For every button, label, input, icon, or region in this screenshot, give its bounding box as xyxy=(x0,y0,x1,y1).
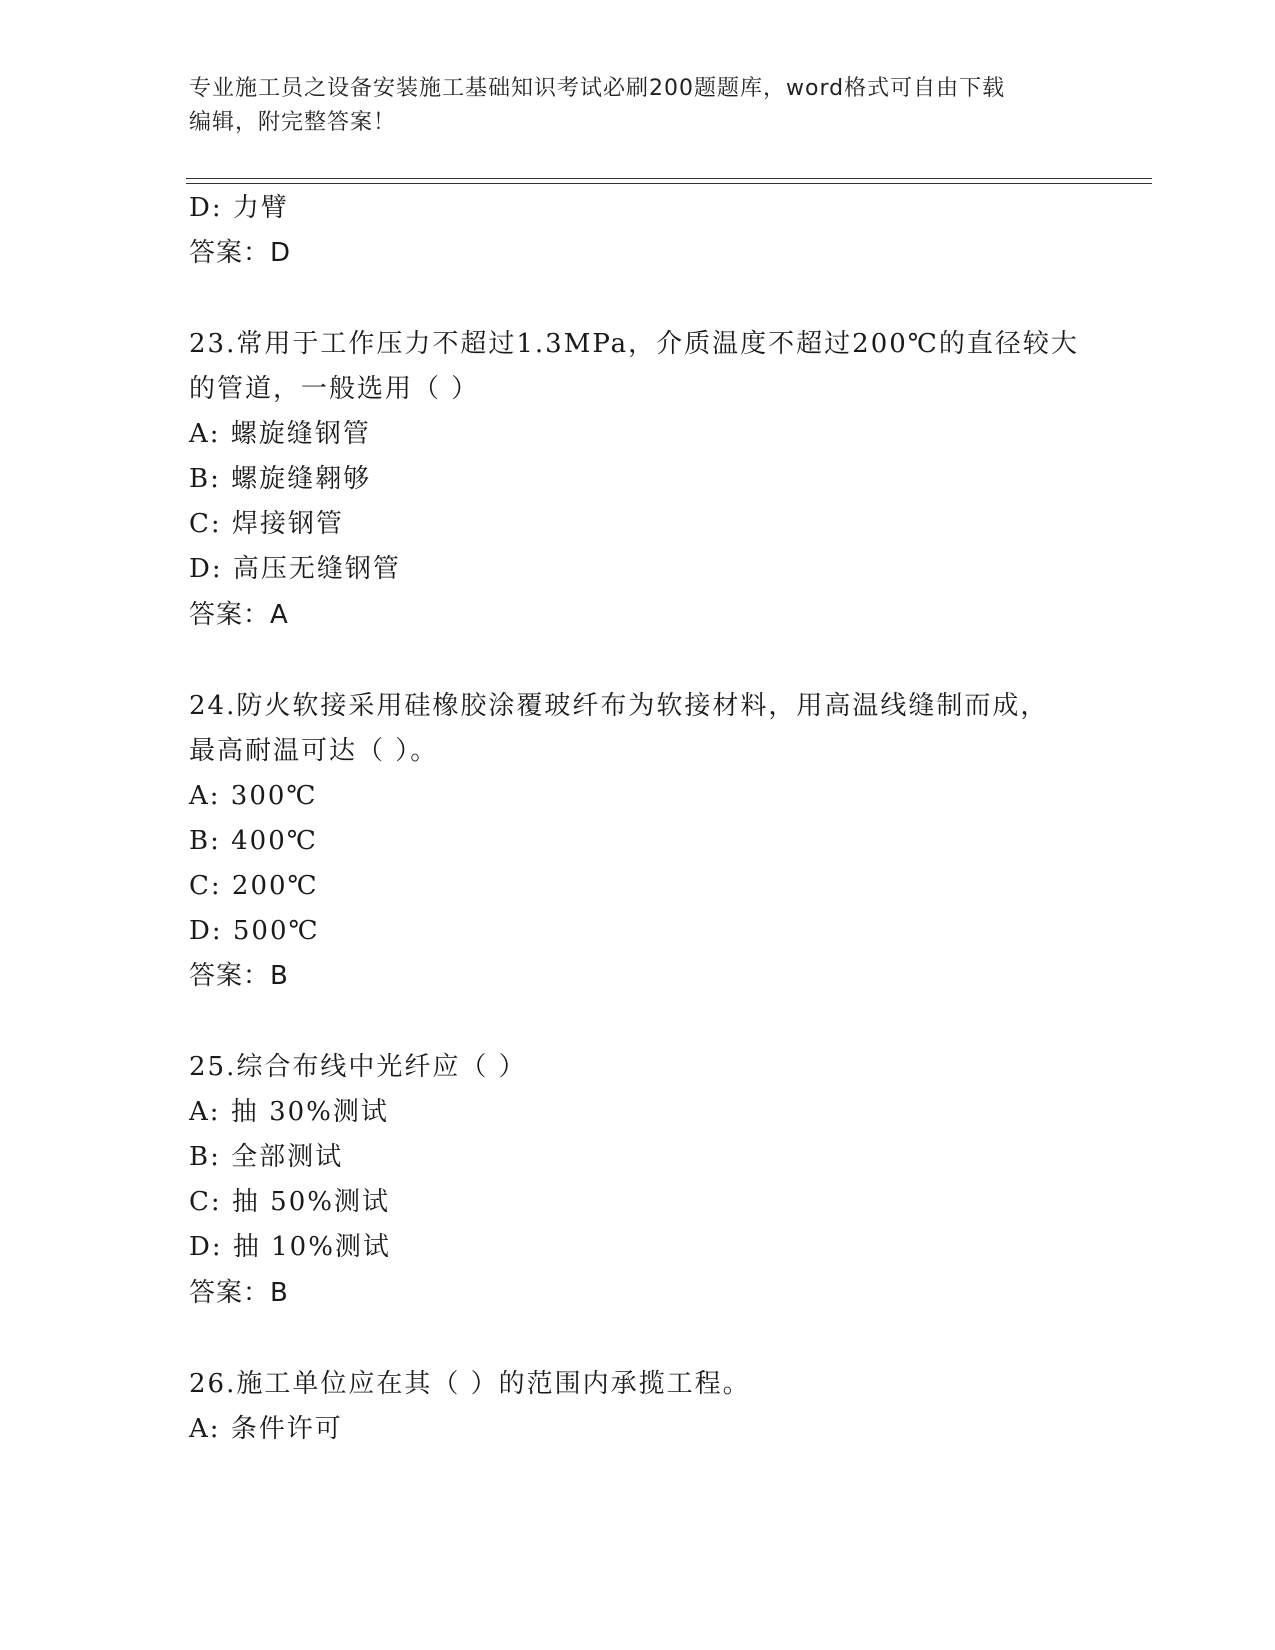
q22-answer: 答案：D xyxy=(189,238,292,268)
q23-option-a: A: 螺旋缝钢管 xyxy=(189,419,371,449)
q26-option-a: A: 条件许可 xyxy=(189,1414,343,1444)
q24-option-d: D: 500℃ xyxy=(189,916,320,946)
q25-option-c: C: 抽 50%测试 xyxy=(189,1187,390,1217)
q24-option-b: B: 400℃ xyxy=(189,826,318,856)
q24-stem-line-2: 最高耐温可达（ ）。 xyxy=(189,736,439,766)
q25-answer: 答案：B xyxy=(189,1278,289,1308)
q24-option-c: C: 200℃ xyxy=(189,871,319,901)
q23-stem-line-2: 的管道，一般选用（ ） xyxy=(189,374,480,404)
document-header xyxy=(189,72,1089,140)
q23-option-d: D: 高压无缝钢管 xyxy=(189,554,401,584)
q25-stem-line-1: 25.综合布线中光纤应（ ） xyxy=(189,1052,527,1082)
q23-option-c: C: 焊接钢管 xyxy=(189,509,344,539)
q22-option-d: D: 力臂 xyxy=(189,193,289,223)
q23-option-b: B: 螺旋缝翱够 xyxy=(189,464,372,494)
header-rule-top xyxy=(186,178,1152,179)
q25-option-b: B: 全部测试 xyxy=(189,1142,344,1172)
q26-stem-line-1: 26.施工单位应在其（ ）的范围内承揽工程。 xyxy=(189,1369,751,1399)
header-rule-bottom xyxy=(186,183,1152,184)
q23-stem-line-1: 23.常用于工作压力不超过1.3MPa，介质温度不超过200℃的直径较大 xyxy=(189,329,1079,359)
q24-answer: 答案：B xyxy=(189,961,289,991)
q25-option-d: D: 抽 10%测试 xyxy=(189,1232,391,1262)
q25-option-a: A: 抽 30%测试 xyxy=(189,1097,389,1127)
q24-stem-line-1: 24.防火软接采用硅橡胶涂覆玻纤布为软接材料，用高温线缝制而成， xyxy=(189,691,1049,721)
header-line-2: 编辑，附完整答案！ xyxy=(189,110,397,135)
q24-option-a: A: 300℃ xyxy=(189,781,318,811)
q23-answer: 答案：A xyxy=(189,600,289,630)
header-line-1: 专业施工员之设备安装施工基础知识考试必刷200题题库，word格式可自由下载 xyxy=(189,76,1006,101)
